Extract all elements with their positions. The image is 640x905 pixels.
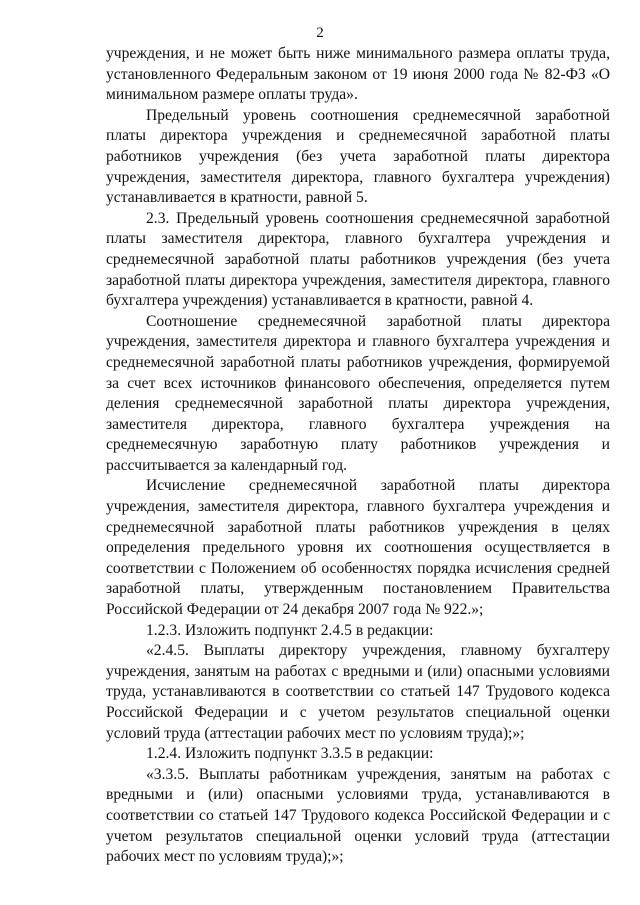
paragraph-8: 1.2.4. Изложить подпункт 3.3.5 в редакции: [146, 745, 434, 763]
page-number: 2 [316, 25, 324, 41]
paragraph-5: Исчисление среднемесячной заработной платы директора учреждения, заместителя директора, главного бухгалтера учреждения и среднемесячной заработной платы работников учреждения в целях определения предельного уровня их соотношения осуществляется в соответствии с Положением об особенностях порядка исчисления средней заработной платы, утвержденным постановлением Правительства Российской Федерации от 24 декабря 2007 года № 922.»; [106, 477, 610, 619]
document-body [106, 44, 610, 868]
paragraph-9: «3.3.5. Выплаты работникам учреждения, занятым на работах с вредными и (или) опасными условиями труда, устанавливаются в соответствии со статьей 147 Трудового кодекса Российской Федерации и с учетом результатов специальной оценки условий труда (аттестации рабочих мест по условиям труда);»; [106, 765, 610, 866]
paragraph-2: Предельный уровень соотношения среднемесячной заработной платы директора учреждения и среднемесячной заработной платы работников учреждения (без учета заработной платы директора учреждения, заместителя директора, главного бухгалтера учреждения) устанавливается в кратности, равной 5. [106, 106, 610, 207]
paragraph-6: 1.2.3. Изложить подпункт 2.4.5 в редакции: [146, 621, 434, 639]
paragraph-1: учреждения, и не может быть ниже минимального размера оплаты труда, установленного Федеральным законом от 19 июня 2000 года № 82-ФЗ «О минимальном размере оплаты труда». [106, 45, 610, 104]
paragraph-3: 2.3. Предельный уровень соотношения среднемесячной заработной платы заместителя директора, главного бухгалтера учреждения и среднемесячной заработной платы работников учреждения (без учета заработной платы директора учреждения, заместителя директора, главного бухгалтера учреждения) устанавливается в кратности, равной 4. [106, 209, 610, 310]
paragraph-7: «2.4.5. Выплаты директору учреждения, главному бухгалтеру учреждения, занятым на работах с вредными и (или) опасными условиями труда, устанавливаются в соответствии со статьей 147 Трудового кодекса Российской Федерации и с учетом результатов специальной оценки условий труда (аттестации рабочих мест по условиям труда);»; [106, 642, 610, 742]
paragraph-4: Соотношение среднемесячной заработной платы директора учреждения, заместителя директора и главного бухгалтера учреждения и среднемесячной заработной платы работников учреждения, формируемой за счет всех источников финансового обеспечения, определяется путем деления среднемесячной заработной платы директора учреждения, заместителя директора, главного бухгалтера учреждения на среднемесячную заработную плату работников учреждения и рассчитывается за календарный год. [106, 312, 610, 474]
